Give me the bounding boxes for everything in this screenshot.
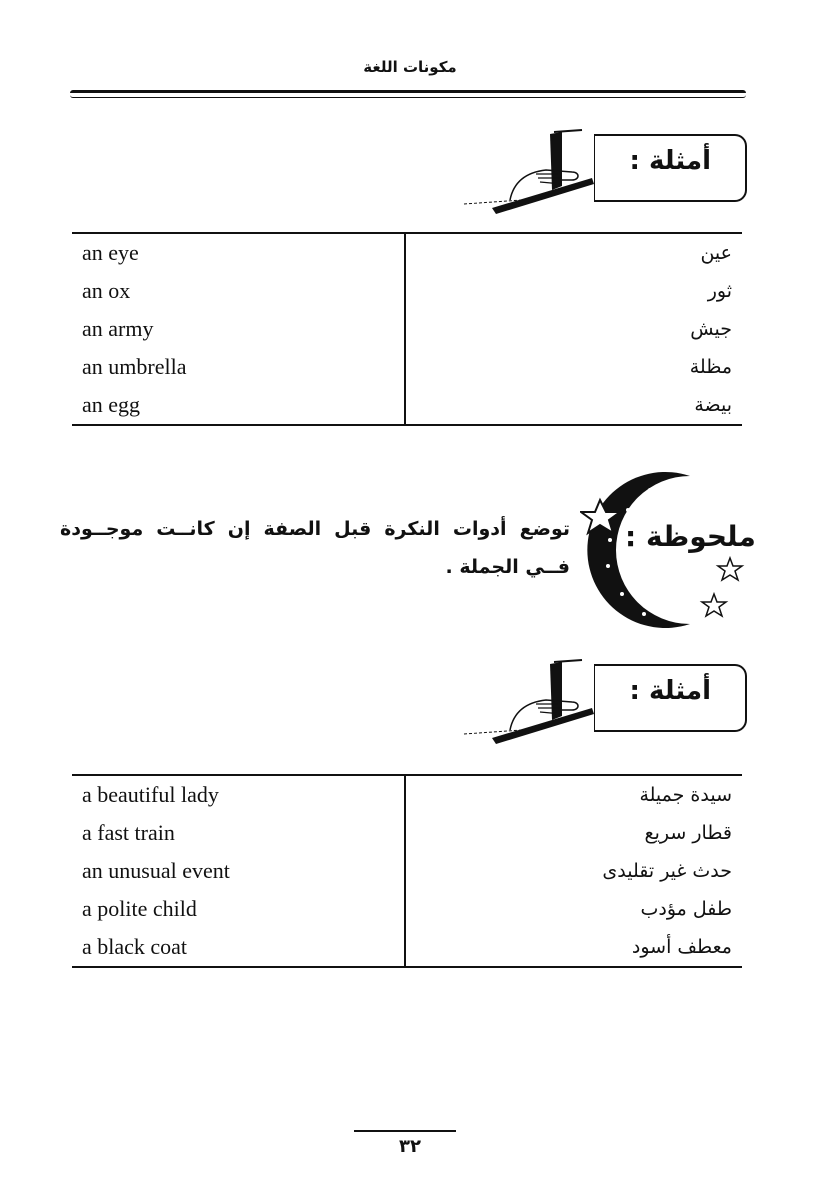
footer-rule — [354, 1130, 456, 1132]
arabic-word: ثور — [707, 280, 732, 302]
arabic-word: جيش — [690, 318, 732, 340]
running-header: مكونات اللغة — [363, 58, 457, 76]
english-phrase: a polite child — [82, 896, 197, 921]
examples-label: أمثلة : — [629, 146, 711, 176]
vocabulary-table-1 — [72, 232, 742, 426]
table-row — [72, 234, 742, 272]
table-row — [72, 386, 742, 424]
examples-label-box — [594, 134, 747, 202]
table-row — [72, 814, 742, 852]
table-row — [72, 272, 742, 310]
table-row — [72, 310, 742, 348]
pointing-hand-icon — [462, 128, 602, 218]
english-word: an ox — [82, 278, 131, 303]
note-label: ملحوظة : — [625, 520, 756, 553]
pointing-hand-icon — [462, 658, 602, 748]
arabic-word: عين — [700, 242, 732, 264]
arabic-word: بيضة — [694, 394, 732, 416]
arabic-phrase: معطف أسود — [631, 936, 732, 958]
english-word: an army — [82, 316, 154, 341]
page-number: ٣٢ — [399, 1136, 421, 1157]
table-row — [72, 928, 742, 966]
arabic-phrase: طفل مؤدب — [640, 898, 732, 920]
arabic-phrase: حدث غير تقليدى — [602, 860, 732, 882]
english-phrase: a fast train — [82, 820, 175, 845]
arabic-word: مظلة — [689, 356, 732, 378]
examples-label: أمثلة : — [629, 676, 711, 706]
vocabulary-table-2 — [72, 774, 742, 968]
english-phrase: a black coat — [82, 934, 188, 959]
table-row — [72, 852, 742, 890]
arabic-phrase: قطار سريع — [644, 822, 732, 844]
english-phrase: a beautiful lady — [82, 782, 219, 807]
arabic-phrase: سيدة جميلة — [639, 784, 732, 806]
english-word: an egg — [82, 392, 141, 417]
note-text: توضع أدوات النكرة قبل الصفة إن كانــت موجــودة فــي الجملة . — [60, 518, 570, 578]
header-rule — [70, 90, 746, 98]
examples-label-box — [594, 664, 747, 732]
english-word: an eye — [82, 240, 139, 265]
english-phrase: an unusual event — [82, 858, 230, 883]
table-row — [72, 890, 742, 928]
table-row — [72, 776, 742, 814]
table-row — [72, 348, 742, 386]
english-word: an umbrella — [82, 354, 187, 379]
